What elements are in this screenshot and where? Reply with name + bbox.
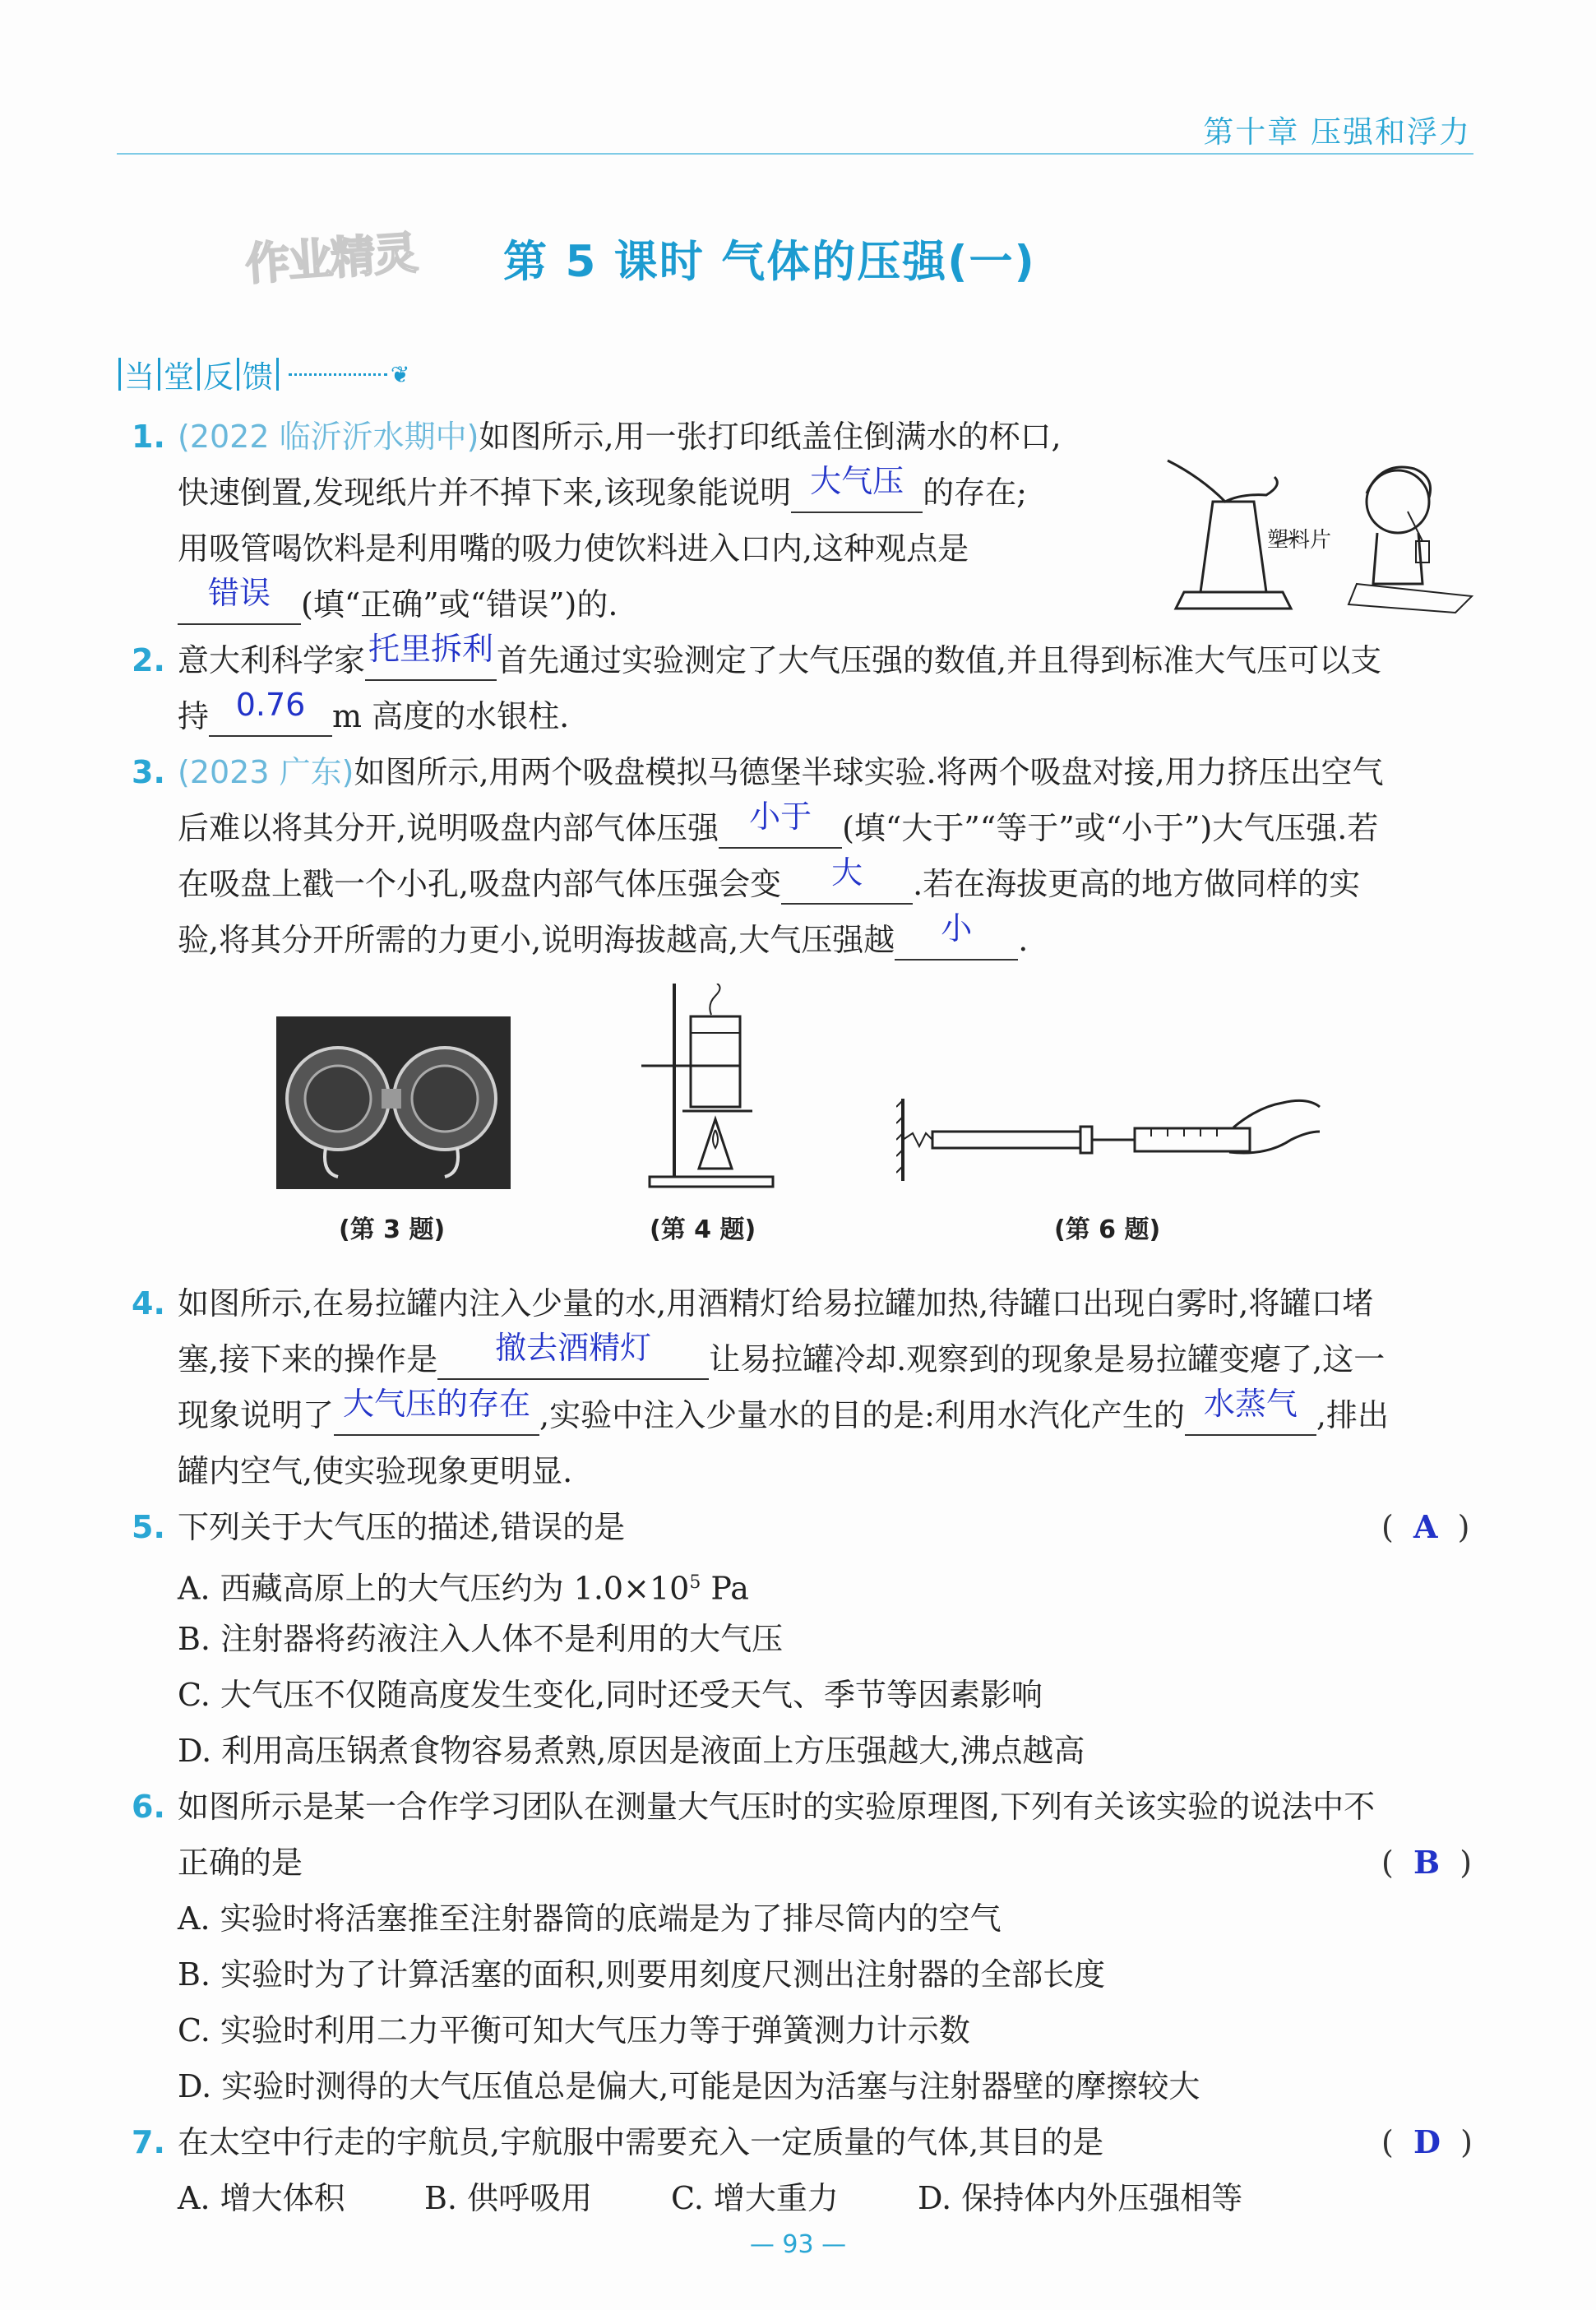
question-text: m 高度的水银柱. (332, 698, 570, 734)
question-text: 让易拉罐冷却.观察到的现象是易拉罐变瘪了,这一 (709, 1341, 1386, 1377)
question-line (178, 856, 1360, 912)
question-number: 6. (132, 1789, 165, 1825)
handwritten-answer: 小 (941, 910, 973, 947)
question-line (178, 1443, 572, 1499)
page-number: — 93 — (749, 2230, 847, 2259)
question-text: 持 (178, 698, 210, 734)
section-label (115, 355, 409, 393)
question-text: 塞,接下来的操作是 (178, 1341, 438, 1377)
option-d[interactable]: D. 利用高压锅煮食物容易煮熟,原因是液面上方压强越大,沸点越高 (178, 1733, 1085, 1769)
question-line (178, 1387, 1389, 1443)
question-number: 5. (132, 1509, 165, 1545)
option-text: A. 西藏高原上的大气压约为 1.0×10 (178, 1570, 690, 1607)
answer-blank[interactable] (437, 1330, 709, 1380)
question-text: 下列关于大气压的描述,错误的是 (178, 1509, 626, 1545)
question-line (178, 1331, 1385, 1387)
handwritten-answer: 大气压的存在 (343, 1386, 531, 1422)
answer-blank[interactable] (895, 910, 1018, 961)
question-line (178, 521, 969, 576)
question-text: (填“大于”“等于”或“小于”)大气压强.若 (842, 810, 1379, 846)
handwritten-answer: B (1413, 1844, 1441, 1881)
question-line (178, 912, 1028, 968)
question-text: 如图所示,在易拉罐内注入少量的水,用酒精灯给易拉罐加热,待罐口出现白雾时,将罐口堵 (178, 1285, 1374, 1322)
question-line (178, 632, 1381, 688)
handwritten-answer: 错误 (207, 575, 271, 611)
handwritten-answer: D (1413, 2123, 1441, 2160)
figure-caption: (第 4 题) (650, 1215, 756, 1244)
answer-parentheses[interactable]: ( D ) (1381, 2123, 1473, 2160)
question-text: 如图所示,用两个吸盘模拟马德堡半球实验.将两个吸盘对接,用力挤压出空气 (354, 754, 1384, 790)
lesson-title: 第 5 课时 气体的压强(一) (503, 237, 1036, 287)
label-char: 反 (203, 359, 234, 395)
option-d[interactable]: D. 实验时测得的大气压值总是偏大,可能是因为活塞与注射器壁的摩擦较大 (178, 2068, 1200, 2104)
answer-blank[interactable] (791, 463, 923, 513)
question-line (178, 800, 1378, 856)
question-text: 的存在; (923, 474, 1027, 511)
question-text: 罐内空气,使实验现象更明显. (178, 1453, 573, 1489)
handwritten-answer: 小于 (749, 799, 812, 835)
figure-label: 塑料片 (1267, 528, 1332, 553)
question-text: 用吸管喝饮料是利用嘴的吸力使饮料进入口内,这种观点是 (178, 530, 969, 567)
question-line (178, 1499, 625, 1555)
question-text: (填“正确”或“错误”)的. (301, 586, 618, 623)
question-text: 在吸盘上戳一个小孔,吸盘内部气体压强会变 (178, 866, 782, 902)
handwritten-answer: 托里拆利 (368, 631, 494, 667)
question-text: . (1018, 922, 1029, 958)
label-bar (237, 358, 239, 391)
label-char: 堂 (164, 359, 194, 395)
question-number: 2. (132, 642, 165, 678)
option-a[interactable] (178, 1555, 749, 1617)
question-number: 7. (132, 2124, 165, 2160)
handwritten-answer: 大 (831, 854, 863, 891)
suction-cups-photo (276, 1016, 511, 1189)
option-c[interactable]: C. 大气压不仅随高度发生变化,同时还受天气、季节等因素影响 (178, 1677, 1043, 1713)
option-b[interactable]: B. 供呼吸用 (424, 2180, 593, 2216)
answer-blank[interactable] (781, 854, 913, 905)
question-text: .若在海拔更高的地方做同样的实 (913, 866, 1361, 902)
option-b[interactable]: B. 实验时为了计算活塞的面积,则要用刻度尺测出注射器的全部长度 (178, 1956, 1106, 1993)
question-line (178, 465, 1027, 521)
question-source: (2022 临沂沂水期中) (178, 419, 479, 455)
question-text: 后难以将其分开,说明吸盘内部气体压强 (178, 810, 719, 846)
answer-parentheses[interactable]: ( A ) (1381, 1508, 1470, 1545)
option-d[interactable]: D. 保持体内外压强相等 (918, 2180, 1243, 2216)
label-char: 当 (124, 359, 155, 395)
question-text: 如图所示,用一张打印纸盖住倒满水的杯口, (479, 419, 1062, 455)
figure-caption: (第 3 题) (339, 1215, 446, 1244)
label-bar (158, 358, 160, 391)
can-heating-figure (641, 984, 781, 1189)
chapter-title: 第十章 压强和浮力 (1203, 114, 1471, 150)
label-bar (276, 358, 279, 391)
question-line (178, 409, 1062, 465)
answer-parentheses[interactable]: ( B ) (1381, 1844, 1473, 1881)
question-text: ,排出 (1316, 1397, 1389, 1433)
option-c[interactable]: C. 实验时利用二力平衡可知大气压力等于弹簧测力计示数 (178, 2012, 970, 2048)
question-line: 在太空中行走的宇航员,宇航服中需要充入一定质量的气体,其目的是 (178, 2124, 1104, 2160)
question-line (178, 576, 618, 632)
option-a[interactable]: A. 增大体积 (178, 2180, 345, 2216)
answer-blank[interactable] (334, 1386, 539, 1436)
handwritten-answer: 水蒸气 (1203, 1386, 1298, 1422)
dotted-line (289, 373, 387, 376)
question-source: (2023 广东) (178, 754, 354, 790)
question-text: ,实验中注入少量水的目的是:利用水汽化产生的 (539, 1397, 1185, 1433)
label-bar (118, 358, 121, 391)
figure-caption: (第 6 题) (1054, 1215, 1161, 1244)
exponent: 5 (689, 1572, 701, 1593)
answer-blank[interactable] (209, 687, 332, 737)
handwritten-answer: 大气压 (810, 463, 904, 499)
question-text: 现象说明了 (178, 1397, 335, 1433)
question-text: 首先通过实验测定了大气压强的数值,并且得到标准大气压可以支 (497, 642, 1382, 678)
question-number: 4. (132, 1285, 165, 1322)
watermark-logo: 作业精灵 (243, 226, 419, 291)
question-line (178, 688, 569, 744)
option-a[interactable]: A. 实验时将活塞推至注射器筒的底端是为了排尽筒内的空气 (178, 1900, 1002, 1937)
answer-blank[interactable] (178, 575, 301, 625)
question-text: 意大利科学家 (178, 642, 366, 678)
syringe-setup-figure (896, 1090, 1324, 1189)
answer-blank[interactable] (365, 631, 497, 681)
question-line (178, 744, 1384, 800)
question-text: 快速倒置,发现纸片并不掉下来,该现象能说明 (178, 474, 792, 511)
option-b[interactable]: B. 注射器将药液注入人体不是利用的大气压 (178, 1621, 784, 1657)
answer-blank[interactable] (719, 799, 842, 849)
answer-blank[interactable] (1185, 1386, 1316, 1436)
option-text: Pa (701, 1570, 749, 1607)
question-line: 正确的是 (178, 1845, 303, 1881)
question-number: 3. (132, 754, 165, 790)
handwritten-answer: 0.76 (235, 687, 306, 723)
question-line (178, 1275, 1373, 1331)
leaf-icon: ❦ (391, 360, 410, 388)
header-divider (117, 153, 1473, 155)
handwritten-answer: A (1413, 1508, 1438, 1545)
handwritten-answer: 撤去酒精灯 (495, 1330, 652, 1366)
label-bar (197, 358, 200, 391)
option-c[interactable]: C. 增大重力 (671, 2180, 839, 2216)
label-char: 馈 (243, 359, 273, 395)
question-text: 验,将其分开所需的力更小,说明海拔越高,大气压强越 (178, 922, 895, 958)
question-line: 如图所示是某一合作学习团队在测量大气压时的实验原理图,下列有关该实验的说法中不 (178, 1789, 1376, 1825)
question-number: 1. (132, 419, 165, 455)
